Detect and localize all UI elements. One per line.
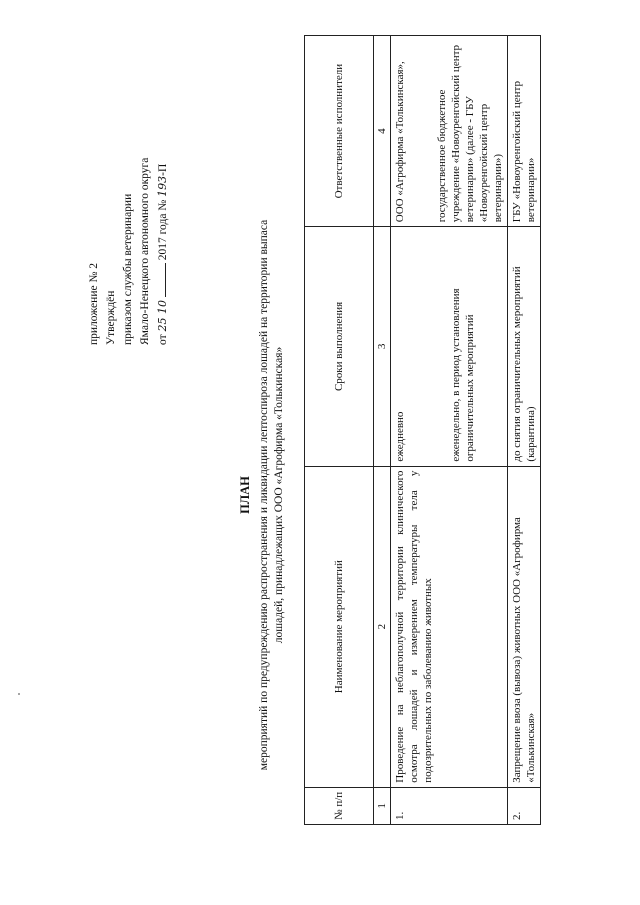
row-num: 2. [508, 787, 541, 824]
row-exec-b: государственное бюджетное учреждение «Новоуренгойский центр ветеринарии» (далее - ГБУ «Новоуренгойский центр ветеринарии») [436, 44, 504, 223]
order-line: приказом службы ветеринарии [122, 193, 134, 345]
row-term [391, 227, 508, 466]
row-term: до снятия ограничительных мероприятий (карантина) [508, 227, 541, 466]
region-line: Ямало-Ненецкого автономного округа [139, 157, 151, 345]
table-column-numbers [374, 36, 391, 825]
approval-block [86, 158, 172, 345]
date-blank [154, 263, 166, 297]
table-row [508, 36, 541, 825]
date-prefix: от [157, 334, 169, 345]
row-name: Запрещение ввоза (вывоза) животных ООО «Агрофирма «Толькинская» [508, 466, 541, 787]
row-exec-a: ООО «Агрофирма «Толькинская», [394, 61, 406, 223]
row-num: 1. [391, 787, 508, 824]
col-number: 2 [374, 466, 391, 787]
row-exec [391, 36, 508, 227]
date-year: 2017 года № [157, 199, 169, 261]
plan-subtitle-line1: мероприятий по предупреждению распространения и ликвидации лептоспироза лошадей на территории выпаса [258, 219, 270, 771]
table-row [391, 36, 508, 825]
approved-label: Утверждён [105, 290, 117, 345]
plan-title: ПЛАН [238, 476, 252, 514]
col-number: 4 [374, 36, 391, 227]
col-number: 3 [374, 227, 391, 466]
row-exec: ГБУ «Новоуренгойский центр ветеринарии» [508, 36, 541, 227]
plan-table [304, 35, 541, 825]
order-suffix: -П [157, 163, 169, 176]
date-line [154, 158, 172, 345]
table-header-row [305, 36, 374, 825]
row-term-a: ежедневно [394, 411, 406, 462]
row-term-b: еженедельно, в период установления ограничительных мероприятий [450, 288, 476, 462]
header-exec: Ответственные исполнители [305, 36, 374, 227]
plan-title-block [238, 145, 287, 845]
col-number: 1 [374, 787, 391, 824]
row-name: Проведение на неблагополучной территории клинического осмотра лошадей и измерением температуры тела у подозрительных по заболеванию животных [391, 466, 508, 787]
date-day-month: 25 10 [156, 300, 169, 332]
plan-subtitle-line2: лошадей, принадлежащих ООО «Агрофирма «Толькинская» [273, 346, 285, 644]
header-num: № п/п [305, 787, 374, 824]
scan-speck [18, 693, 20, 695]
order-number: 193 [156, 175, 169, 197]
appendix-label: приложение № 2 [88, 262, 100, 345]
header-term: Сроки выполнения [305, 227, 374, 466]
header-name: Наименование мероприятий [305, 466, 374, 787]
